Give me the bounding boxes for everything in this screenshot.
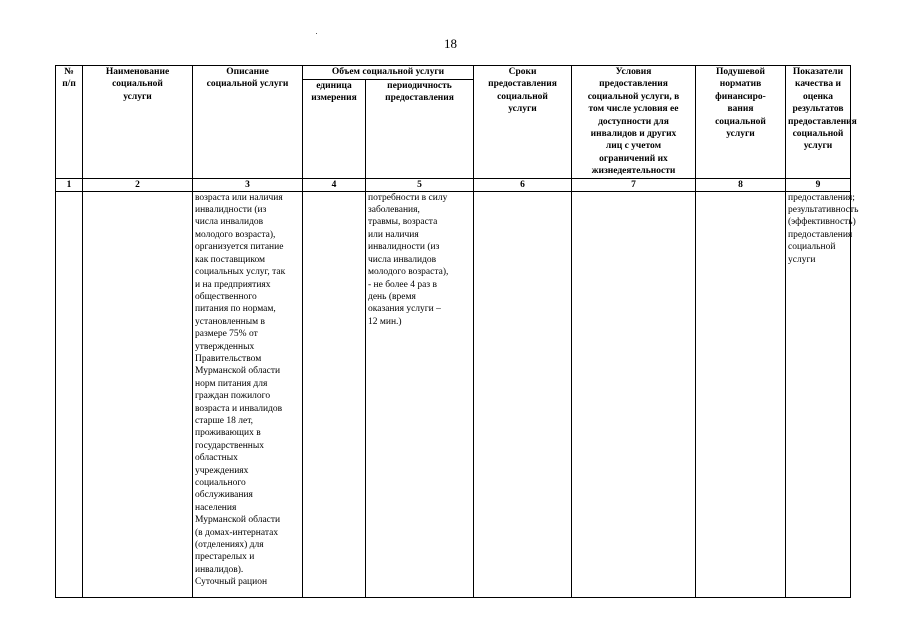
column-number-cell: 2: [83, 178, 193, 191]
cell-unit: [303, 191, 366, 597]
column-number-cell: 6: [474, 178, 572, 191]
header-number: № п/п: [56, 66, 83, 179]
header-service-terms: Сроки предоставления социальной услуги: [474, 66, 572, 179]
cell-service-conditions: [572, 191, 696, 597]
cell-frequency: потребности в силу заболевания, травмы, возраста или наличия инвалидности (из числа инвалидов молодого возраста), - не более 4 раз в день (время оказания услуги – 12 мин.): [366, 191, 474, 597]
cell-service-terms: [474, 191, 572, 597]
scan-speck: [316, 33, 317, 34]
cell-number: [56, 191, 83, 597]
header-frequency: периодичность предоставления: [366, 79, 474, 178]
column-number-cell: 1: [56, 178, 83, 191]
header-funding-norm: Подушевой норматив финансиро- вания социальной услуги: [696, 66, 786, 179]
column-number-row: [56, 178, 851, 191]
header-unit: единица измерения: [303, 79, 366, 178]
column-number-cell: 9: [786, 178, 851, 191]
header-service-conditions: Условия предоставления социальной услуги, в том числе условия ее доступности для инвалидов и других лиц с учетом ограничений их жизнедеятельности: [572, 66, 696, 179]
cell-quality-indicators: предоставления; результативность (эффективность) предоставления социальной услуги: [786, 191, 851, 597]
cell-service-name: [83, 191, 193, 597]
column-number-cell: 5: [366, 178, 474, 191]
column-number-cell: 3: [193, 178, 303, 191]
social-services-table: [55, 65, 859, 598]
header-service-volume: Объем социальной услуги: [303, 66, 474, 80]
header-service-name: Наименование социальной услуги: [83, 66, 193, 179]
header-service-description: Описание социальной услуги: [193, 66, 303, 179]
header-quality-indicators: Показатели качества и оценка результатов предоставления социальной услуги: [786, 66, 851, 179]
page-number: 18: [444, 36, 457, 51]
column-number-cell: 8: [696, 178, 786, 191]
column-number-cell: 7: [572, 178, 696, 191]
column-number-cell: 4: [303, 178, 366, 191]
table-row: [56, 191, 851, 597]
cell-service-description: возраста или наличия инвалидности (из числа инвалидов молодого возраста), организуется питание как поставщиком социальных услуг, так и на предприятиях общественного питания по нормам, установленным в размере 75% от утвержденных Правительством Мурманской области норм питания для граждан пожилого возраста и инвалидов старше 18 лет, проживающих в государственных областных учреждениях социального обслуживания населения Мурманской области (в домах-интернатах (отделениях) для престарелых и инвалидов). Суточный рацион: [193, 191, 303, 597]
cell-funding-norm: [696, 191, 786, 597]
